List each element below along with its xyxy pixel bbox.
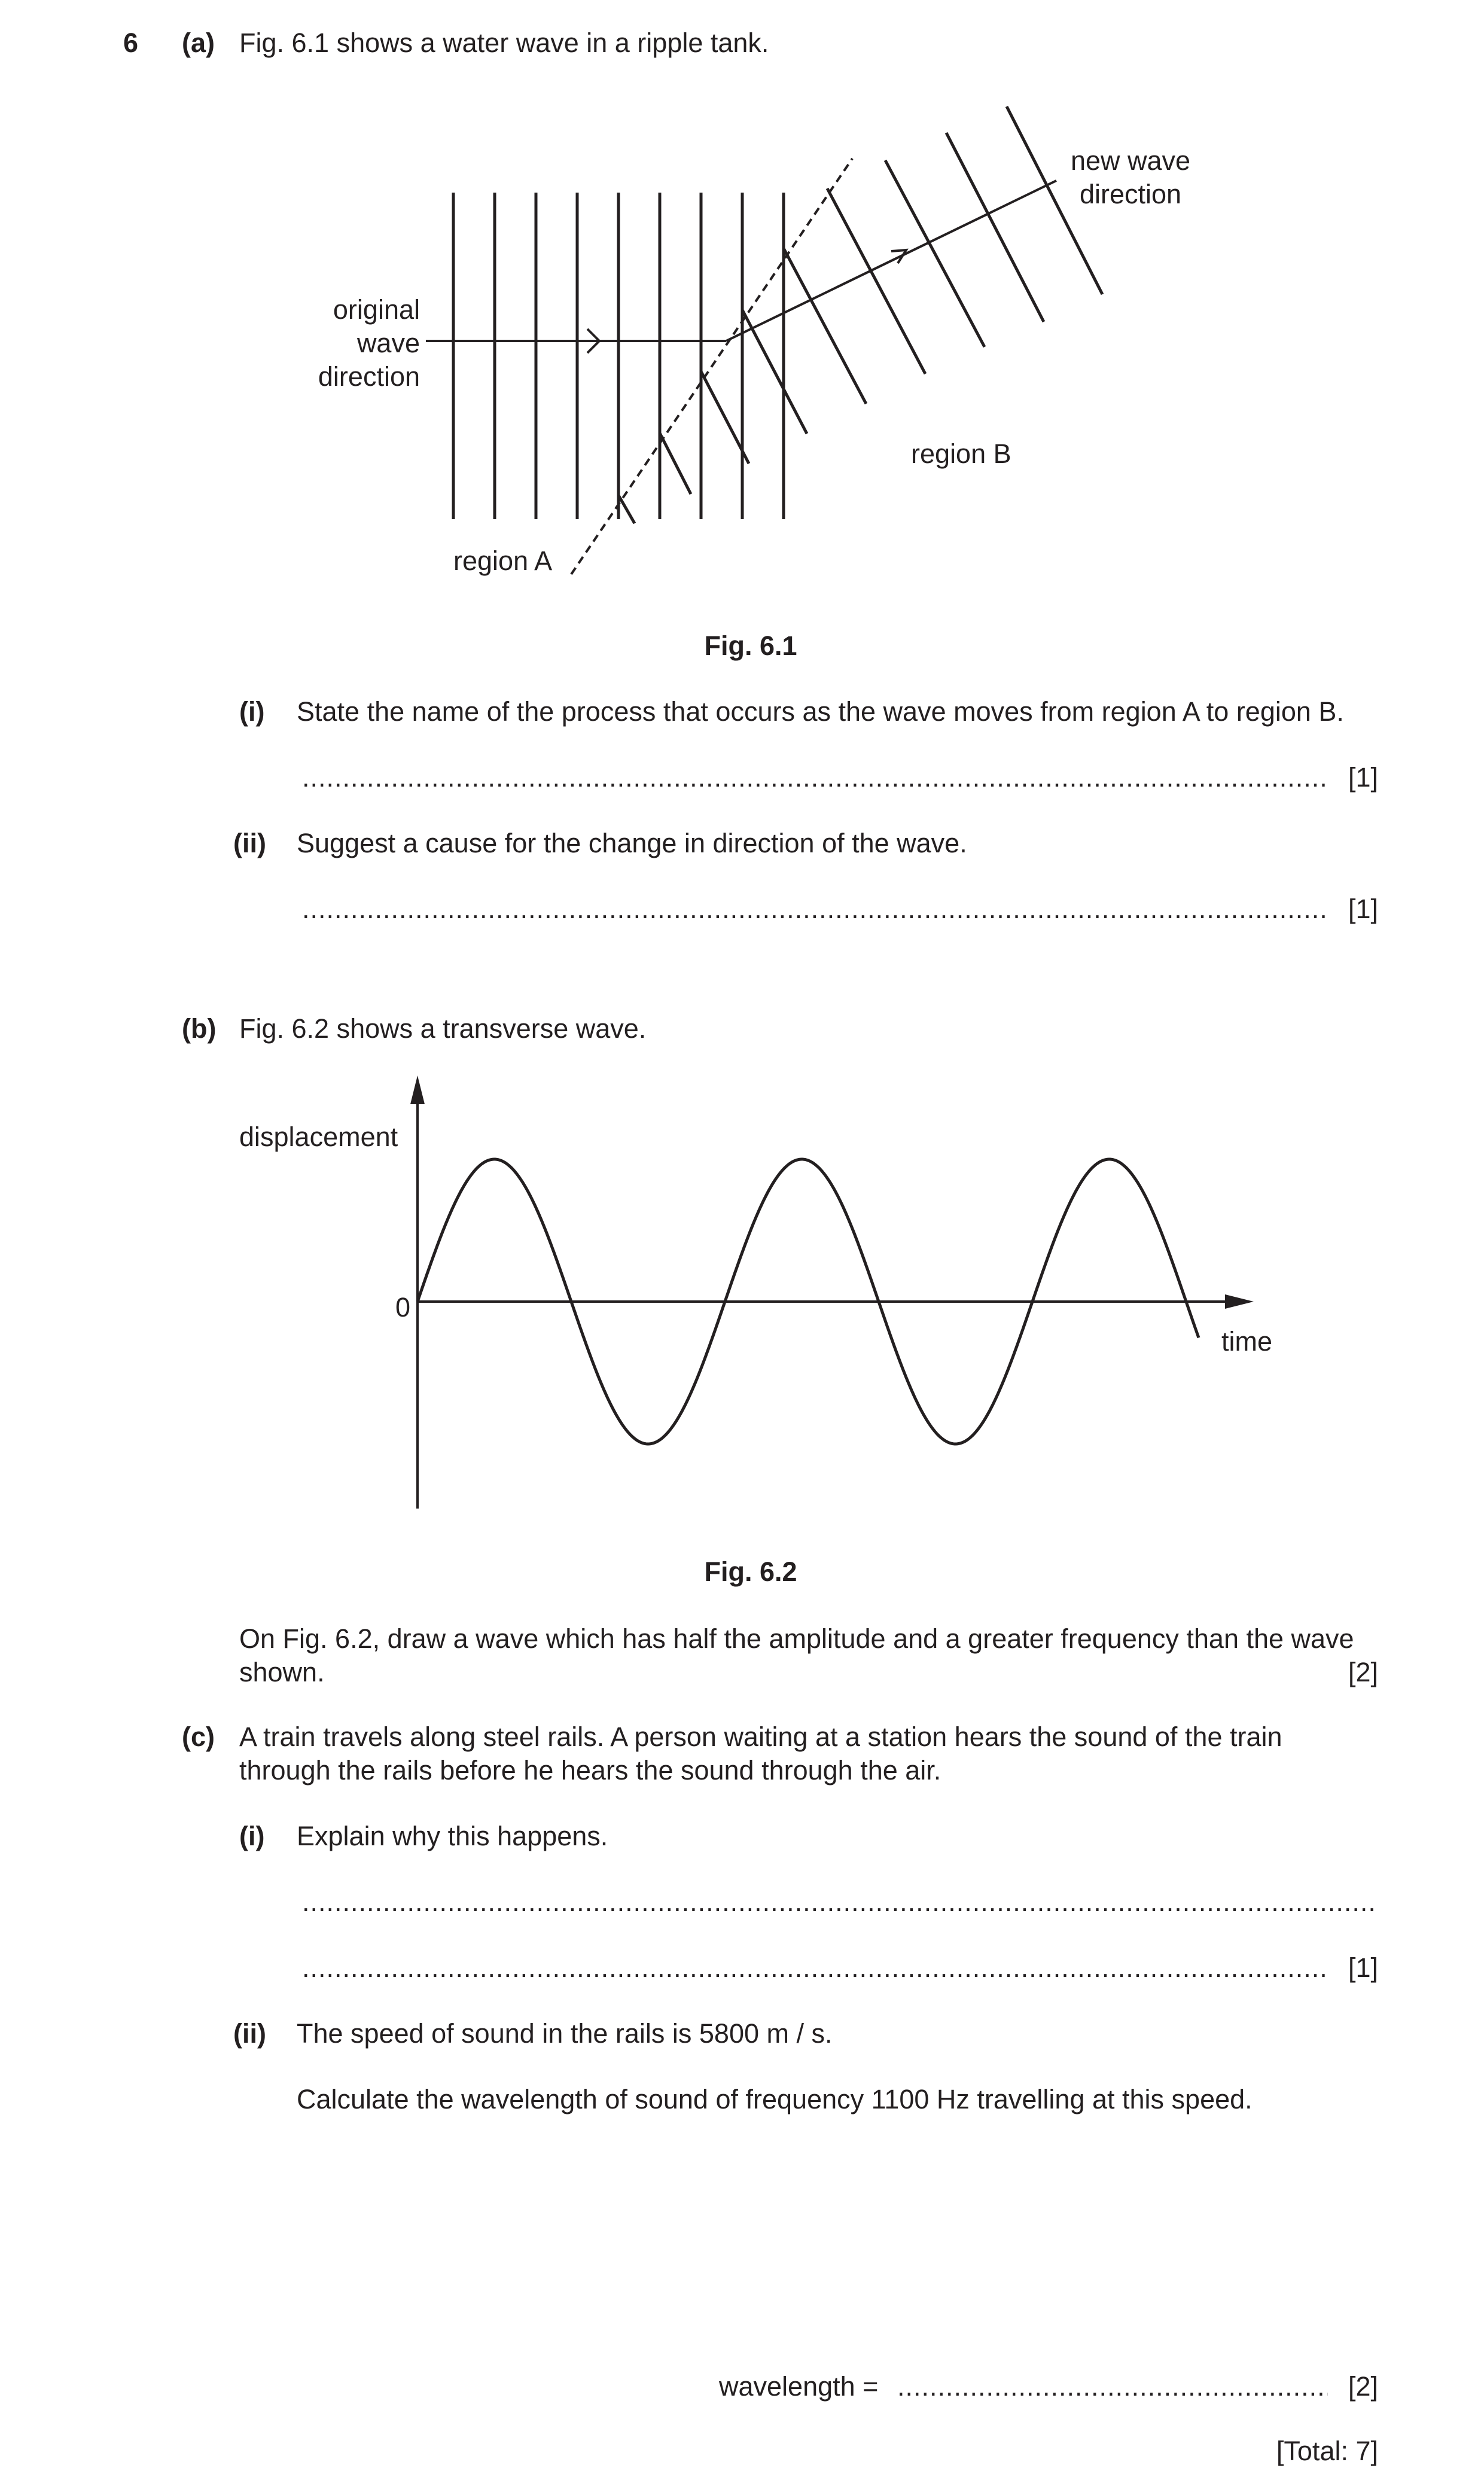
mark-c-i: [1] <box>1348 1952 1378 1983</box>
part-a-intro: Fig. 6.1 shows a water wave in a ripple tank. <box>239 28 769 58</box>
wavelength-label: wavelength = <box>719 2371 879 2402</box>
part-a-label: (a) <box>182 28 215 58</box>
label-region-b: region B <box>911 438 1011 469</box>
part-b-instruction-2: shown. <box>239 1657 325 1687</box>
wavefronts-region-a <box>453 193 784 519</box>
part-c-ii-text-2: Calculate the wavelength of sound of frequency 1100 Hz travelling at this speed. <box>297 2084 1253 2114</box>
total-marks: [Total: 7] <box>1276 2436 1378 2466</box>
part-a-i-text: State the name of the process that occurs as the wave moves from region A to region B. <box>297 696 1344 727</box>
label-new-1: new wave <box>1070 145 1191 176</box>
mark-a-ii: [1] <box>1348 894 1378 924</box>
part-c-ii-label: (ii) <box>233 2018 266 2049</box>
answer-line-a-ii[interactable] <box>302 892 1328 926</box>
label-original-1: original <box>333 294 420 325</box>
origin-label: 0 <box>395 1292 410 1323</box>
part-a-i-label: (i) <box>239 696 265 727</box>
y-axis-arrow-icon <box>410 1075 425 1104</box>
part-c-label: (c) <box>182 1721 215 1752</box>
answer-line-c-i-2[interactable] <box>302 1951 1328 1985</box>
label-original-3: direction <box>318 361 420 392</box>
y-axis-label: displacement <box>239 1122 398 1152</box>
mark-b: [2] <box>1348 1657 1378 1687</box>
part-c-i-label: (i) <box>239 1821 265 1851</box>
x-axis-label: time <box>1221 1326 1273 1357</box>
part-c-ii-text-1: The speed of sound in the rails is 5800 m / s. <box>297 2018 833 2049</box>
label-new-2: direction <box>1079 179 1182 209</box>
part-c-intro-1: A train travels along steel rails. A person waiting at a station hears the sound of the train <box>239 1721 1282 1752</box>
part-a-ii-text: Suggest a cause for the change in direction of the wave. <box>297 828 967 858</box>
figure-6-1 <box>0 0 1484 646</box>
boundary-line <box>571 159 852 574</box>
label-region-a: region A <box>453 546 553 576</box>
wavelength-answer-line[interactable] <box>897 2370 1328 2403</box>
part-b-instruction-1: On Fig. 6.2, draw a wave which has half the amplitude and a greater frequency than the wave <box>239 1623 1354 1654</box>
wavefronts-region-b <box>618 106 1102 523</box>
answer-line-c-i-1[interactable] <box>302 1885 1379 1919</box>
answer-line-a-i[interactable] <box>302 761 1328 794</box>
part-c-i-text: Explain why this happens. <box>297 1821 608 1851</box>
question-number: 6 <box>123 28 139 58</box>
part-b-intro: Fig. 6.2 shows a transverse wave. <box>239 1013 647 1044</box>
figure-6-1-caption: Fig. 6.1 <box>704 630 797 661</box>
mark-c-ii: [2] <box>1348 2371 1378 2402</box>
label-original-2: wave <box>356 328 420 358</box>
part-b-label: (b) <box>182 1013 217 1044</box>
figure-6-2 <box>0 1065 1484 1531</box>
mark-a-i: [1] <box>1348 762 1378 793</box>
part-a-ii-label: (ii) <box>233 828 266 858</box>
x-axis-arrow-icon <box>1225 1294 1254 1309</box>
figure-6-2-caption: Fig. 6.2 <box>704 1556 797 1587</box>
part-c-intro-2: through the rails before he hears the sound through the air. <box>239 1755 941 1786</box>
